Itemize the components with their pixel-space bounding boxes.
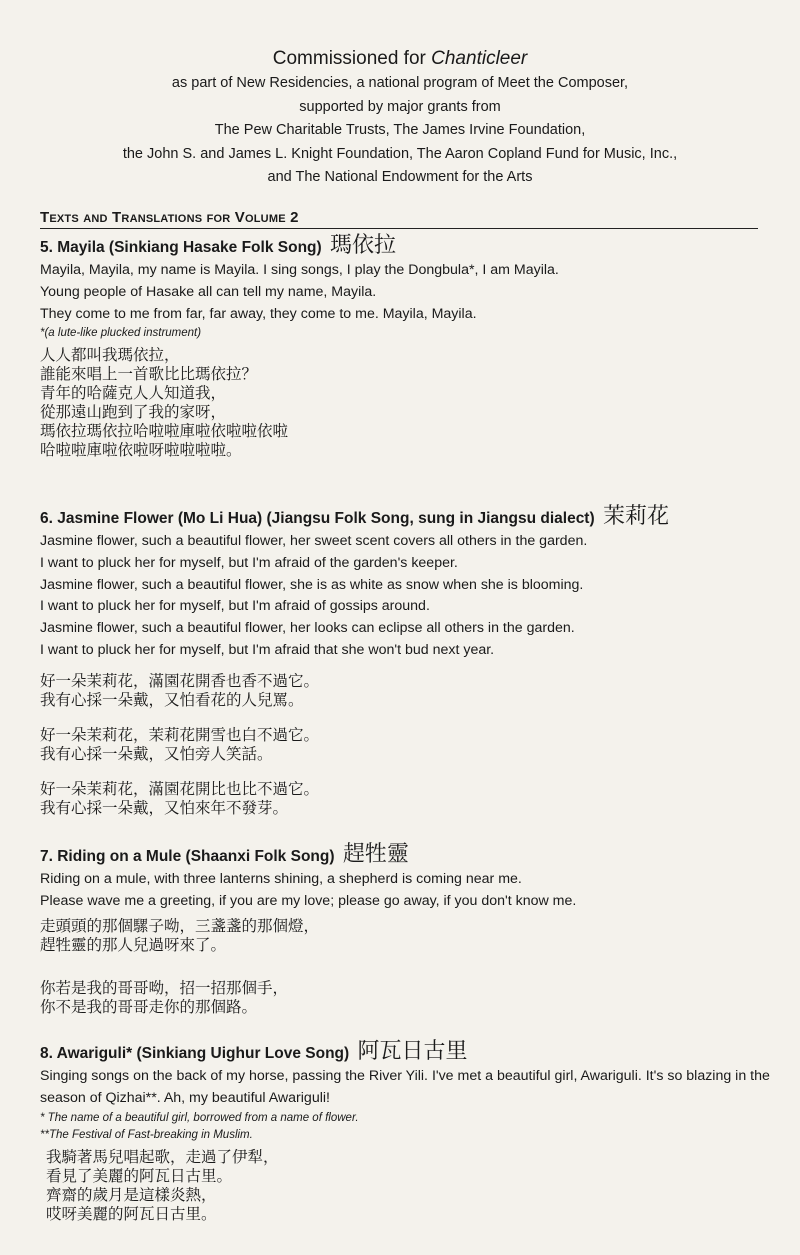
lyric-line-zh: 你不是我的哥哥走你的那個路。 [40,997,258,1016]
lyric-line-zh: 我有心採一朵戴，又怕旁人笑話。 [40,744,273,763]
song-jasmine-flower [40,505,770,818]
lyric-line-zh: 齊齋的歲月是這樣炎熱， [46,1185,217,1204]
chinese-verse [40,917,770,955]
lyric-line-zh: 好一朵茉莉花，茉莉花開雪也白不過它。 [40,725,320,744]
chinese-verse [40,979,770,1017]
footnote: *(a lute-like plucked instrument) [40,327,202,340]
lyric-line-zh: 你若是我的哥哥呦，招一招那個手， [40,978,289,997]
song-mayila [40,234,770,460]
song-title: 6. Jasmine Flower (Mo Li Hua) (Jiangsu Folk Song, sung in Jiangsu dialect) 茉莉花 [40,504,669,529]
lyric-line-zh: 趕牲靈的那人兒過呀來了。 [40,935,227,954]
lyric-line-zh: 從那遠山跑到了我的家呀， [40,403,227,422]
song-title-chinese: 瑪依拉 [329,233,396,258]
song-title-chinese: 趕牲靈 [342,842,409,867]
lyric-line-zh: 走頭頭的那個騾子呦，三盞盞的那個燈， [40,916,320,935]
lyric-line-zh: 瑪依拉瑪依拉哈啦啦庫啦依啦啦依啦 [40,422,289,441]
lyric-line-en: I want to pluck her for myself, but I'm afraid that she won't bud next year. [40,641,495,658]
commission-line: the John S. and James L. Knight Foundation, The Aaron Copland Fund for Music, Inc., [122,145,678,162]
commission-line: and The National Endowment for the Arts [267,169,533,185]
song-title-chinese: 阿瓦日古里 [357,1039,468,1064]
commission-line: as part of New Residencies, a national program of Meet the Composer, [171,75,629,91]
lyric-line-zh: 好一朵茉莉花，滿園花開香也香不過它。 [40,671,320,690]
commission-line: supported by major grants from [299,98,501,115]
song-title: 8. Awariguli* (Sinkiang Uighur Love Song) 阿瓦日古里 [40,1039,468,1064]
chinese-verse [40,672,770,710]
lyric-line-en: Jasmine flower, such a beautiful flower, she is as white as snow when she is blooming. [40,576,584,593]
lyric-line-zh: 人人都叫我瑪依拉， [40,346,180,365]
song-title: 5. Mayila (Sinkiang Hasake Folk Song) 瑪依拉 [40,233,396,258]
lyric-line-en: They come to me from far, far away, they come to me. Mayila, Mayila. [40,305,477,322]
lyric-line-en: I want to pluck her for myself, but I'm afraid of gossips around. [40,598,430,615]
lyric-line-en: Mayila, Mayila, my name is Mayila. I sing songs, I play the Dongbula*, I am Mayila. [40,262,559,278]
chinese-verse [40,780,770,818]
song-title: 7. Riding on a Mule (Shaanxi Folk Song) 趕牲靈 [40,842,409,867]
song-title-chinese: 茉莉花 [602,504,669,529]
song-riding-on-a-mule [40,843,770,1017]
lyric-line-zh: 我有心採一朵戴，又怕來年不發芽。 [40,798,289,817]
footnote: * The name of a beautiful girl, borrowed from a name of flower. [40,1111,359,1124]
lyric-line-en: Young people of Hasake all can tell my name, Mayila. [40,283,377,300]
lyric-line-zh: 好一朵茉莉花，滿園花開比也比不過它。 [40,779,320,798]
commission-credits [0,46,800,190]
lyric-line-zh: 看見了美麗的阿瓦日古里。 [46,1166,233,1185]
footnote: **The Festival of Fast-breaking in Muslim. [40,1128,253,1141]
chinese-verse [46,1148,770,1224]
section-heading: Texts and Translations for Volume 2 [40,209,758,229]
ensemble-name: Chanticleer [431,48,528,69]
lyric-paragraph-en: Singing songs on the back of my horse, passing the River Yili. I've met a beautiful girl, Awariguli. It's so blazing in the season of Qizhai**. Ah, my beautiful Awariguli! [40,1068,770,1106]
lyric-line-en: Jasmine flower, such a beautiful flower, her sweet scent covers all others in the garden. [40,533,588,549]
commission-line: The Pew Charitable Trusts, The James Irvine Foundation, [214,122,586,138]
commission-title: Commissioned for Chanticleer [272,48,528,69]
lyric-line-zh: 我騎著馬兒唱起歌，走過了伊犁， [46,1147,279,1166]
lyric-line-zh: 我有心採一朵戴，又怕看花的人兒罵。 [40,690,304,709]
song-awariguli [40,1040,770,1224]
lyric-line-zh: 哎呀美麗的阿瓦日古里。 [46,1204,217,1223]
lyric-line-en: I want to pluck her for myself, but I'm afraid of the garden's keeper. [40,554,458,571]
lyric-line-en: Please wave me a greeting, if you are my love; please go away, if you don't know me. [40,892,577,909]
lyric-line-zh: 誰能來唱上一首歌比比瑪依拉？ [40,365,258,384]
chinese-verse [40,346,770,460]
lyric-line-zh: 青年的哈薩克人人知道我， [40,384,227,403]
lyric-line-zh: 哈啦啦庫啦依啦呀啦啦啦啦。 [40,441,242,460]
chinese-verse [40,726,770,764]
lyric-line-en: Riding on a mule, with three lanterns shining, a shepherd is coming near me. [40,871,522,887]
lyric-line-en: Jasmine flower, such a beautiful flower, her looks can eclipse all others in the garden. [40,620,575,637]
